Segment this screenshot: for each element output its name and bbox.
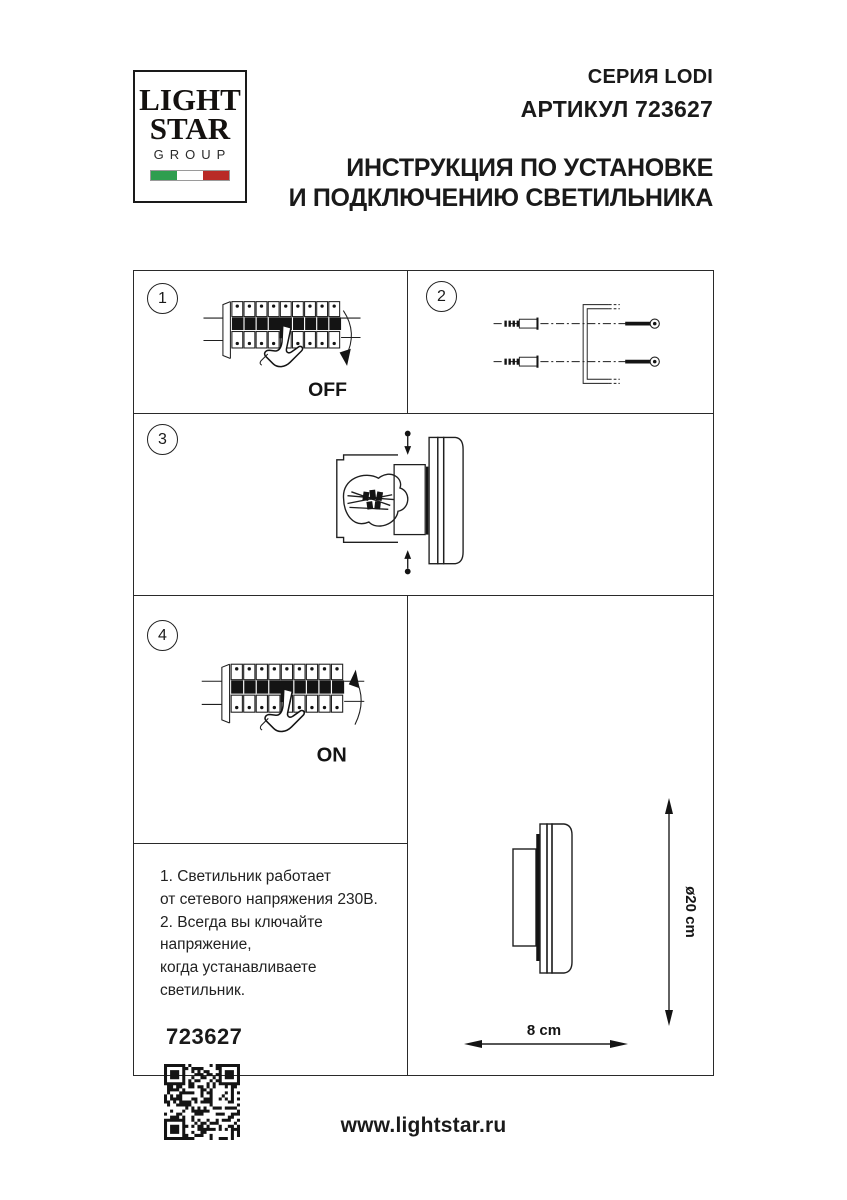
lightstar-logo — [133, 70, 247, 203]
wall-anchor-icon — [504, 318, 537, 330]
step-3-number — [147, 424, 178, 455]
website-url: www.lightstar.ru — [340, 1114, 507, 1137]
depth-label: 8 cm — [526, 1022, 562, 1039]
screw-icon — [625, 357, 659, 366]
arrow-up-head — [349, 670, 360, 689]
step-2-number-text: 2 — [437, 287, 446, 305]
step-4-number — [147, 620, 178, 651]
step-4-panel — [134, 596, 408, 844]
logo-word-star: STAR — [149, 111, 231, 147]
screw-icon — [625, 319, 659, 328]
off-label: OFF — [308, 378, 348, 401]
lamp-dimensions-illustration — [456, 786, 702, 1058]
page-title-line1: ИНСТРУКЦИЯ ПО УСТАНОВКЕ — [346, 154, 713, 182]
step-1-panel — [134, 271, 408, 414]
screw-icon — [404, 431, 411, 455]
safety-notes — [134, 844, 407, 1003]
screw-icon — [404, 550, 411, 574]
mounting-bracket-illustration — [480, 285, 670, 403]
diameter-label: ø20 cm — [682, 886, 699, 938]
arrow-down-head — [340, 349, 351, 366]
series-label: СЕРИЯ LODI — [587, 66, 713, 88]
step-1-number-text: 1 — [158, 289, 167, 307]
dimensions-panel — [408, 596, 713, 1075]
note-line-3: 2. Всегда вы ключайте напряжение, — [160, 913, 323, 954]
article-number: 723627 — [166, 1023, 243, 1049]
instruction-grid — [133, 270, 714, 1076]
note-line-2: от сетевого напряжения 230В. — [160, 890, 378, 908]
flag-white-band — [177, 171, 203, 180]
lamp-mounting-illustration — [330, 424, 466, 582]
note-line-1: 1. Светильник работает — [160, 868, 331, 885]
page-title — [289, 154, 713, 213]
on-label: ON — [316, 744, 347, 767]
flag-red-band — [203, 171, 229, 180]
step-3-panel — [134, 414, 713, 596]
step-2-number — [426, 281, 457, 312]
step-4-number-text: 4 — [158, 626, 167, 644]
diameter-dimension — [665, 798, 699, 1026]
italian-flag-stripe — [150, 170, 230, 181]
article-label: АРТИКУЛ 723627 — [520, 96, 713, 122]
logo-word-light: LIGHT — [139, 82, 241, 117]
step-2-panel — [408, 271, 713, 414]
breaker-on-illustration — [194, 642, 372, 770]
header — [289, 66, 713, 213]
logo-word-group: GROUP — [153, 146, 232, 162]
depth-dimension — [464, 1022, 628, 1048]
page-title-line2: И ПОДКЛЮЧЕНИЮ СВЕТИЛЬНИКА — [288, 183, 713, 212]
note-line-4: когда устанавливаете светильник. — [160, 959, 317, 999]
notes-panel — [134, 844, 408, 1075]
step-3-number-text: 3 — [158, 430, 167, 448]
flag-green-band — [151, 171, 177, 180]
step-1-number — [147, 283, 178, 314]
wall-anchor-icon — [504, 356, 537, 368]
breaker-off-illustration — [196, 281, 368, 403]
